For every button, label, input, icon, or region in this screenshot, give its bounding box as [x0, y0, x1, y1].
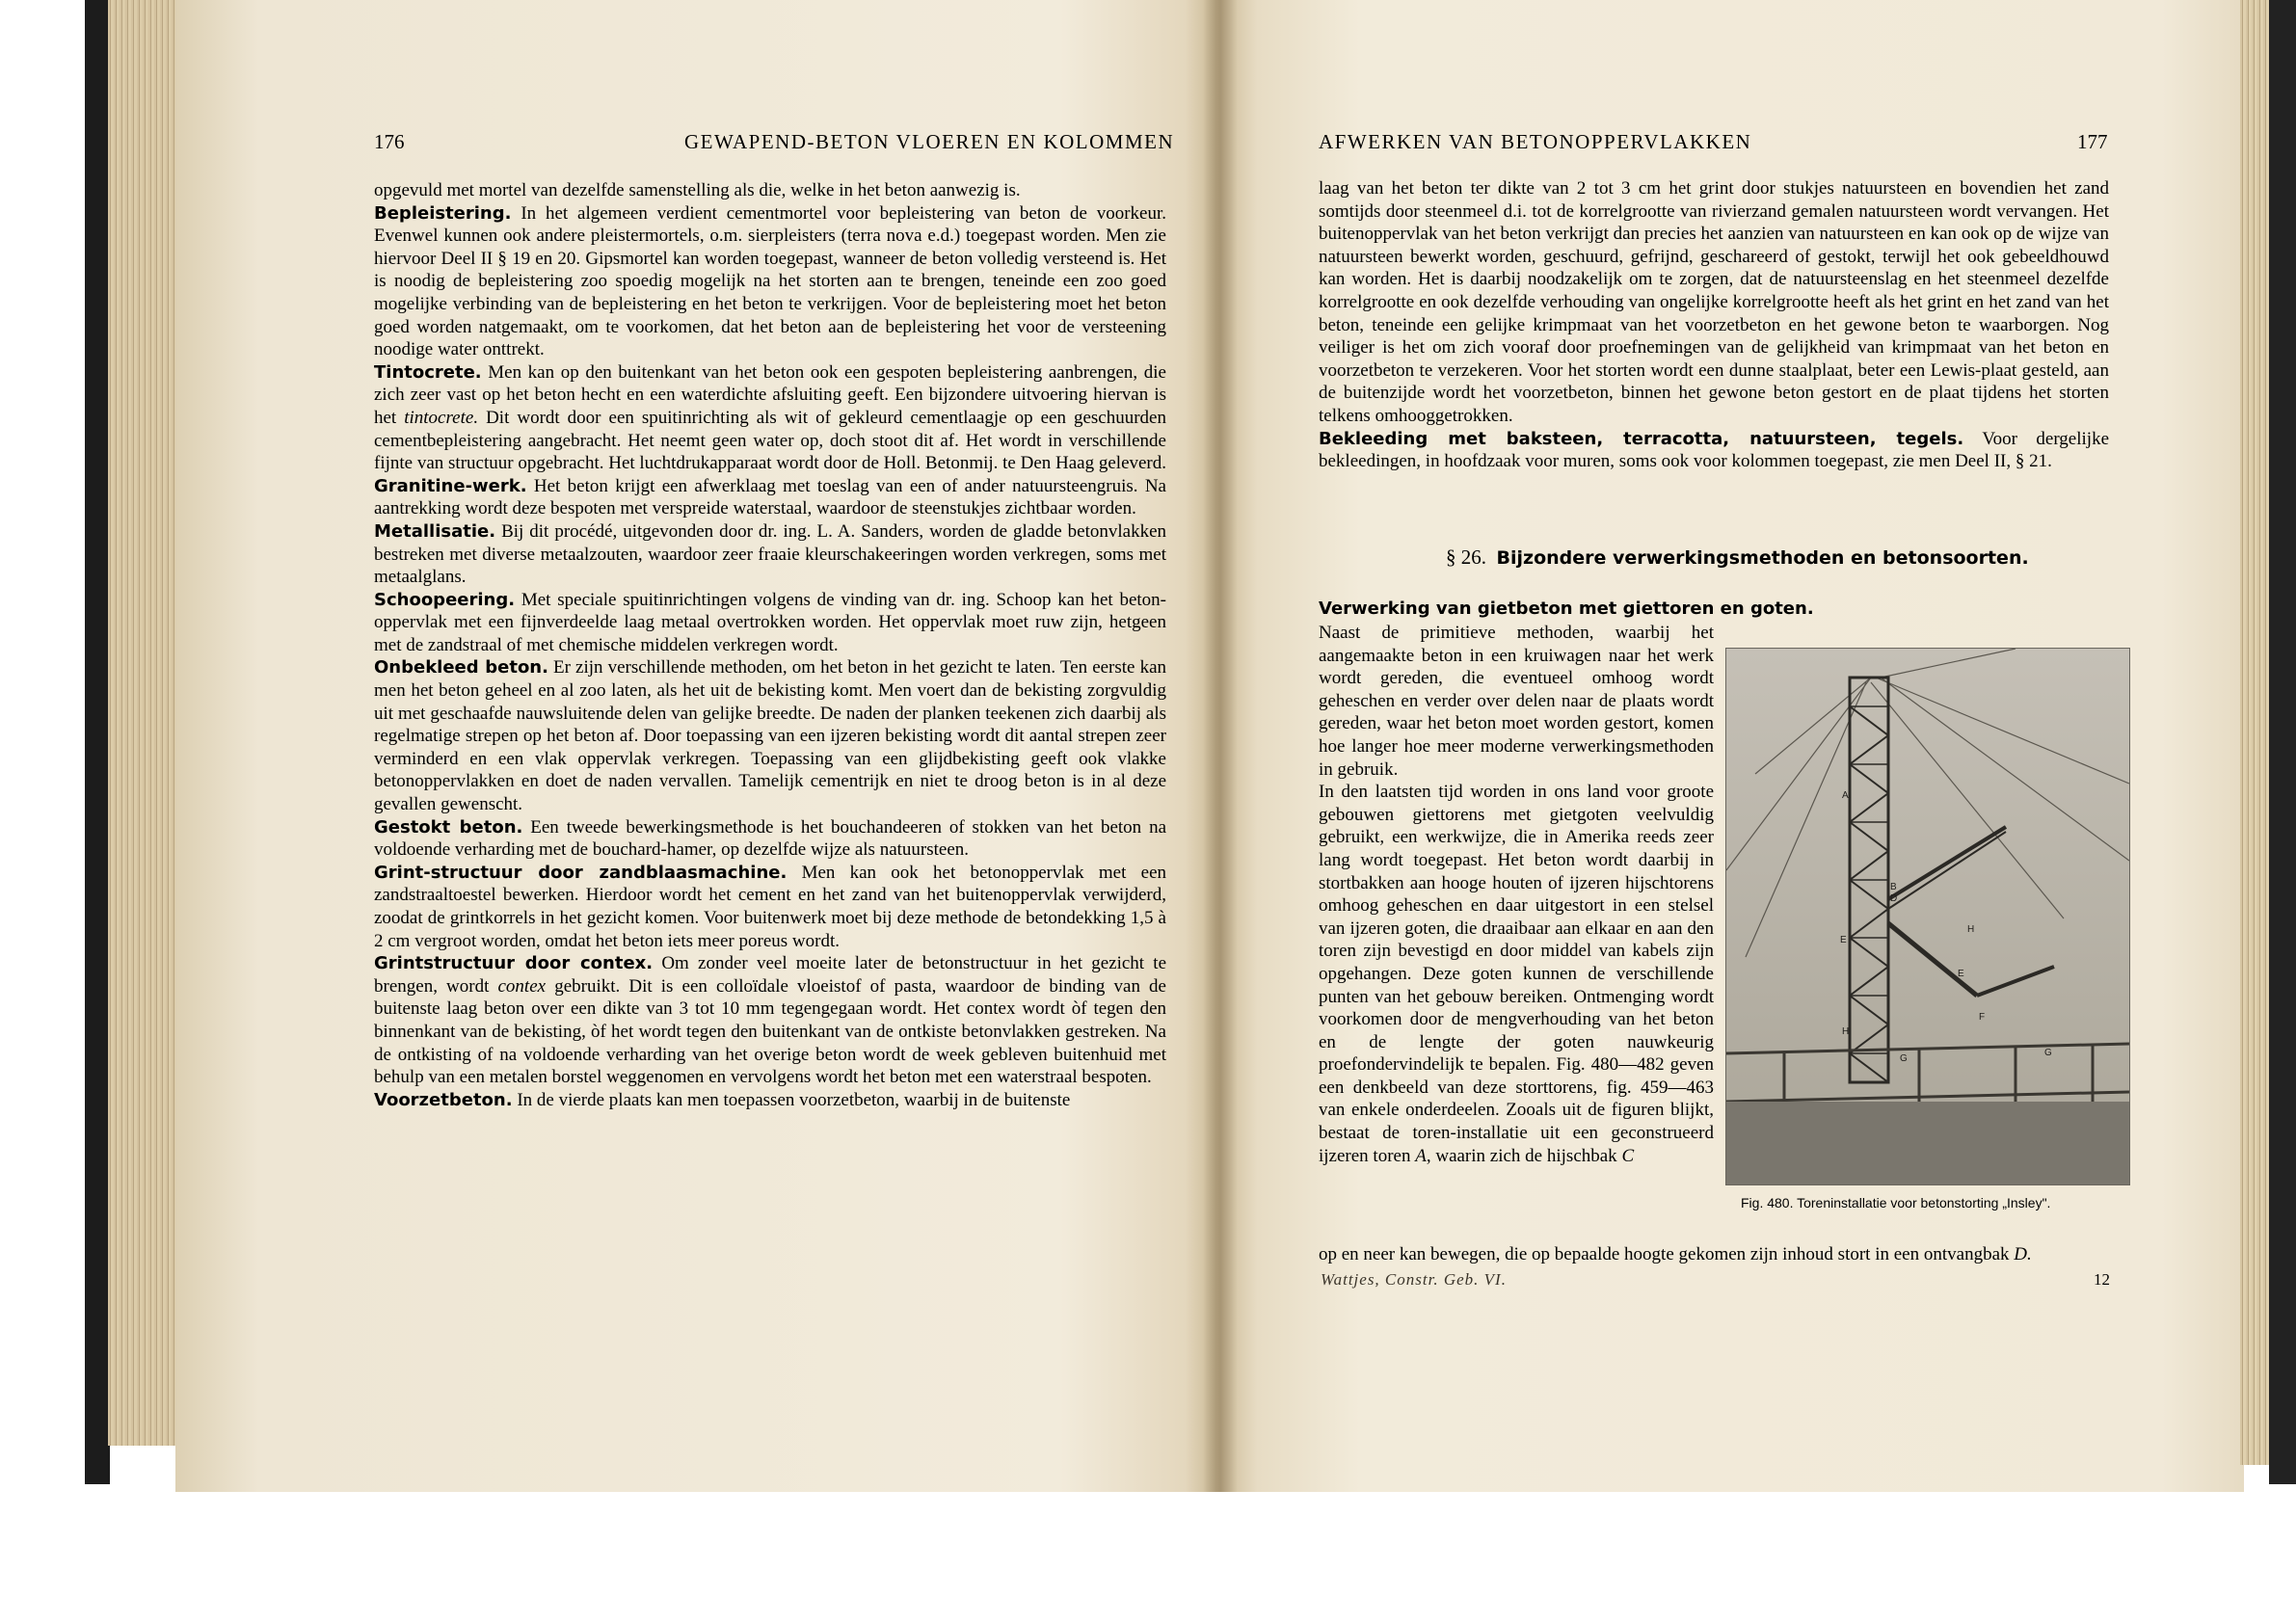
- paragraph-lead: Onbekleed beton.: [374, 657, 548, 678]
- paragraph-lead: Voorzetbeton.: [374, 1089, 513, 1110]
- paragraph-tintocrete: [374, 361, 1166, 475]
- paragraph-text: Een tweede bewerkingsmethode is het bouchandeeren of stokken van het beton na voldoende verharding met de bouchard-hamer, op dezelfde wijze als natuursteen.: [374, 816, 1166, 861]
- paragraph-voorzetbeton: [374, 1089, 1166, 1112]
- ground: [1726, 1102, 2129, 1184]
- paragraph-text: Er zijn verschillende methoden, om het beton in het gezicht te laten. Ten eerste kan men het beton geheel en al zoo laten, als het uit de bekisting komt. Men voert dan de bekisting zorgvuldig uit met geschaafde nauwsluitende delen van gelijke breedte. De naden der planken teekenen zich daarbij als regelmatige strepen op het beton af. Door toepassing van een ijzeren bekisting wordt dit aantal strepen zeer verminderd en een vlak oppervlak verkregen. Toepassing van een glijdbekisting geeft ook vlakke betonoppervlakken en doet de naden vervallen. Tamelijk cementrijk en niet te droog beton is in al deze gevallen gewenscht.: [374, 657, 1166, 815]
- figure-label: G: [2044, 1048, 2052, 1058]
- bucket-letter: C: [1621, 1145, 1635, 1166]
- paragraph-text: op en neer kan bewegen, die op bepaalde hoogte gekomen zijn inhoud stort in een ontvangbak: [1319, 1244, 2010, 1264]
- paragraph-text: Het beton krijgt een afwerklaag met toeslag van een of ander natuursteengruis. Na aantrekking wordt deze bespoten met verspreide waterstaal, waardoor de steenstukjes zichtbaar worden.: [374, 475, 1166, 519]
- paragraph-text: Om zonder veel moeite later de betonstructuur in het gezicht te brengen, wordt: [374, 953, 1167, 997]
- paragraph-text: Men kan ook het betonoppervlak met een zandstraaltoestel bewerken. Hierdoor wordt het cement en het zand van het buitenoppervlak verwijderd, zoodat de grintkorrels in het gezicht komen. Voor buitenwerk moet bij deze methode de betondekking 1,5 à 2 cm vergroot worden, omdat het beton iets meer poreus wordt.: [374, 862, 1167, 951]
- paragraph-text: , waarin zich de hijschbak: [1426, 1145, 1617, 1166]
- paragraph-text: Voor dergelijke bekleedingen, in hoofdzaak voor muren, soms ook voor kolommen toegepast, zie men Deel II, § 21.: [1319, 428, 2110, 472]
- section-title: Bijzondere verwerkingsmethoden en betonsoorten.: [1496, 547, 2029, 569]
- paragraph-text: Dit wordt door een spuitinrichting als wit of gekleurd cementlaagje op een geschuurden cementbepleistering aangebracht. Het neemt geen water op, doch stoot dit af. Het wordt in verschillende fijnte van structuur opgebracht. Het luchtdrukapparaat wordt door de Holl. Betonmij. te Den Haag geleverd.: [374, 407, 1167, 474]
- tower-photo: [1726, 649, 2129, 1184]
- paragraph-text: opgevuld met mortel van dezelfde samenstelling als die, welke in het beton aanwezig is.: [374, 180, 1021, 200]
- paragraph-onbekleed: [374, 656, 1166, 815]
- figure-label: H: [1842, 1026, 1850, 1037]
- paragraph-lead: Granitine-werk.: [374, 475, 527, 496]
- book-cover-edge-right: [2269, 0, 2296, 1484]
- paragraph: [1319, 1243, 2111, 1266]
- right-page-number: 177: [2077, 130, 2108, 153]
- figure-label: E: [1958, 969, 1964, 979]
- paragraph-text: Men kan op den buitenkant van het beton ook een gespoten bepleistering aanbrengen, die zich zeer vast op het beton hecht en een waterdichte afsluiting geeft. Een bijzondere uitvoering hiervan is het: [374, 361, 1166, 428]
- figure-label: A: [1842, 790, 1849, 801]
- paragraph-lead: Metallisatie.: [374, 520, 496, 542]
- paragraph-verwerking-head: [1319, 598, 2111, 621]
- paragraph-bepleistering: [374, 202, 1166, 361]
- footer-citation: Wattjes, Constr. Geb. VI.: [1321, 1270, 1507, 1289]
- paragraph-lead: Grintstructuur door contex.: [374, 953, 654, 974]
- figure-label: H: [1967, 924, 1975, 935]
- paragraph-text: Met speciale spuitinrichtingen volgens de vinding van dr. ing. Schoop kan het beton-oppervlak met een fijnverdeelde laag metaal overtrokken worden. Het oppervlak moet ruw zijn, hetgeen met de zandstraal of met chemische middelen verkregen wordt.: [374, 589, 1166, 655]
- page-stack-right: [2240, 0, 2271, 1465]
- book-cover-edge-left: [85, 0, 110, 1484]
- figure-label: D: [1890, 893, 1898, 904]
- footer-signature: 12: [2094, 1270, 2110, 1289]
- page-stack-left: [108, 0, 185, 1446]
- paragraph-text: In de vierde plaats kan men toepassen voorzetbeton, waarbij in de buitenste: [517, 1089, 1071, 1110]
- paragraph-metallisatie: [374, 520, 1166, 589]
- left-body: [374, 179, 1166, 1111]
- left-running-head: GEWAPEND-BETON VLOEREN EN KOLOMMEN: [684, 130, 1175, 153]
- section-heading: [1446, 545, 2029, 570]
- paragraph-lead: Schoopeering.: [374, 589, 516, 610]
- verwerking-final-line: [1319, 1243, 2111, 1266]
- paragraph: [374, 179, 1166, 202]
- paragraph-gestokt: [374, 816, 1166, 862]
- paragraph-contex: [374, 952, 1166, 1089]
- paragraph-text: In den laatsten tijd worden in ons land voor groote gebouwen giettorens met gietgoten veelvuldig gebruikt, een werkwijze, die in Amerika reeds zeer lang wordt toegepast. Het beton wordt daarbij in stortbakken aan hooge houten of ijzeren hijschtorens omhoog geheschen en daar uitgestort in een stelsel van ijzeren goten, die draaibaar aan elkaar en aan den toren zijn bevestigd en door middel van kabels zijn opgehangen. Deze goten kunnen de verschillende punten van het gebouw bereiken. Ontmenging wordt voorkomen door de mengverhouding van het beton en de lengte der goten nauwkeurig proefondervindelijk te bepalen. Fig. 480—482 geven een denkbeeld van deze storttorens, fig. 459—463 van enkele onderdeelen. Zooals uit de figuren blijkt, bestaat de toren-installatie uit een geconstrueerd ijzeren toren: [1319, 782, 1714, 1166]
- section-number: § 26.: [1446, 545, 1486, 569]
- figure-label: E: [1840, 935, 1847, 945]
- paragraph-schoopeering: [374, 589, 1166, 657]
- tower-letter: A: [1415, 1145, 1427, 1166]
- paragraph-text: Bij dit procédé, uitgevonden door dr. ing. L. A. Sanders, worden de gladde betonvlakken bestreken met diverse metaalzouten, waardoor zeer fraaie kleurschakeeringen worden verkregen, soms met metaalglans.: [374, 520, 1167, 588]
- paragraph-lead: Verwerking van gietbeton met giettoren en goten.: [1319, 599, 1814, 619]
- verwerking-lead-line: [1319, 598, 2111, 621]
- paragraph-lead: Bekleeding met baksteen, terracotta, natuursteen, tegels.: [1319, 428, 1964, 449]
- paragraph-bekleeding: [1319, 428, 2109, 473]
- paragraph-text: Naast de primitieve methoden, waarbij het aangemaakte beton in een kruiwagen naar het werk wordt gereden, die eventueel omhoog wordt geheschen en verder over delen naar de plaats wordt gereden, waar het beton moet worden gestort, komen hoe langer hoe meer moderne verwerkingsmethoden in gebruik.: [1319, 623, 1714, 780]
- right-running-head: AFWERKEN VAN BETONOPPERVLAKKEN: [1319, 130, 1752, 153]
- figure-label: F: [1979, 1012, 1986, 1023]
- paragraph-lead: Grint-structuur door zandblaasmachine.: [374, 862, 788, 883]
- paragraph-lead: Gestokt beton.: [374, 816, 523, 838]
- paragraph-text: In het algemeen verdient cementmortel voor bepleistering van beton de voorkeur. Evenwel kunnen ook andere pleistermortels, o.m. sierpleisters (terra nova e.d.) toegepast worden. Men zie hiervoor Deel II § 19 en 20. Gipsmortel kan worden toegepast, wanneer de beton volledig versteend is. Het is noodig de bepleistering zoo spoedig mogelijk na het storten aan te brengen, teneinde een zoo goed mogelijke verbinding van de bepleistering en het beton te verkrijgen. Voor de bepleistering moet het beton goed worden natgemaakt, om te voorkomen, dat het beton aan de bepleistering het voor de versteening noodige water onttrekt.: [374, 202, 1167, 360]
- paragraph-italic: contex: [497, 975, 547, 997]
- left-page-number: 176: [374, 130, 405, 153]
- paragraph-text: laag van het beton ter dikte van 2 tot 3 cm het grint door stukjes natuursteen en bovendien het zand somtijds door steenmeel d.i. tot de korrelgrootte van rivierzand gemalen natuursteen wordt vervangen. Het buitenoppervlak van het beton verkrijgt dan precies het aanzien van natuursteen en kan ook op de wijze van natuursteen bewerkt worden, geschuurd, gefrijnd, geschareerd of gestokt, terwijl het ook gebeeldhouwd kan worden. Het is daarbij noodzakelijk om te zorgen, dat de natuursteenslag en het steenmeel dezelfde korrelgrootte en ook dezelfde verhouding van ongelijke korrelgrootte heeft als het grint en het zand van het beton, teneinde een gelijke krimpmaat van het voorzetbeton en het gewone beton te waarborgen. Nog veiliger is het om zich vooraf door proefnemingen van de gelijkheid van krimpmaat van het beton en voorzetbeton te verzekeren. Voor het storten wordt een dunne staalplaat, beter een Lewis-plaat gesteld, aan de buitenzijde wordt het voorzetbeton, binnen het gewone beton gestort en de plaat tijdens het storten telkens omhooggetrokken.: [1319, 178, 2109, 426]
- book-gutter: [1203, 0, 1238, 1492]
- figure-label: B: [1890, 882, 1897, 892]
- figure-label: G: [1900, 1053, 1908, 1064]
- paragraph-grint-zandblaas: [374, 862, 1166, 952]
- paragraph-text: gebruikt. Dit is een colloïdale vloeistof of pasta, waardoor de binding van de buitenste laag beton over een dikte van 3 tot 10 mm tegengegaan wordt. Het contex wordt òf tegen den binnenkant van de bekisting, òf het wordt tegen den buitenkant van de ontkiste betonvlakken gestreken. Na de ontkisting of na voldoende verharding van het overige beton wordt de week gebleven buitenhuid met behulp van een metalen borstel weggenomen en vervolgens wordt het beton met een waterstraal bespoten.: [374, 975, 1166, 1088]
- verwerking-column: [1319, 622, 1714, 1167]
- figure-caption: Fig. 480. Toreninstallatie voor betonstorting „Insley".: [1741, 1195, 2051, 1211]
- paragraph: [1319, 177, 2109, 428]
- right-body-top: [1319, 177, 2109, 473]
- paragraph-lead: Bepleistering.: [374, 202, 512, 224]
- paragraph-italic: tintocrete.: [404, 407, 479, 428]
- paragraph-verwerking-2: [1319, 781, 1714, 1167]
- figure-480-photo: [1725, 648, 2130, 1185]
- paragraph-lead: Tintocrete.: [374, 361, 482, 383]
- bin-letter: D.: [2014, 1244, 2032, 1264]
- paragraph-granitine: [374, 475, 1166, 520]
- scan-background: [0, 1492, 2296, 1623]
